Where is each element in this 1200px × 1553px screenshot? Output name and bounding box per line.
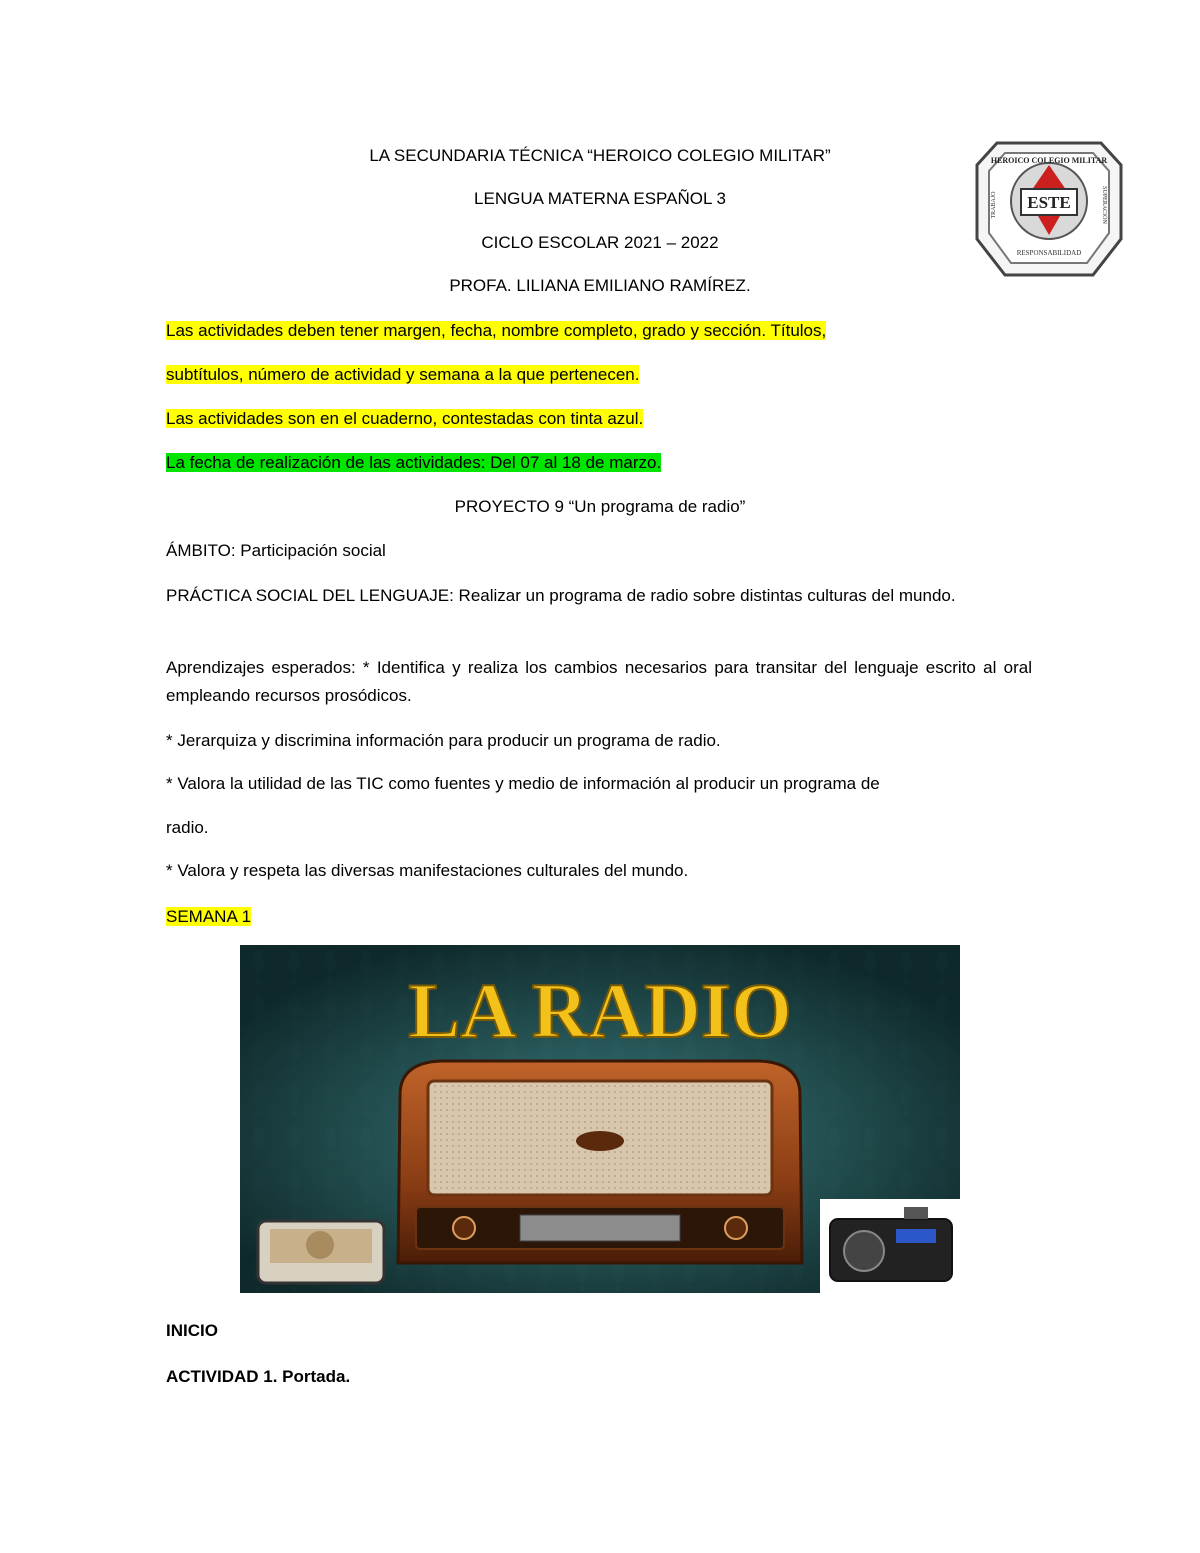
instruction-line-4: [166, 452, 661, 474]
logo-bottom-text: RESPONSABILIDAD: [1016, 249, 1082, 257]
school-logo: [975, 135, 1123, 281]
project-title: PROYECTO 9 “Un programa de radio”: [454, 497, 746, 516]
banner-title: LA RADIO: [408, 967, 792, 1054]
teacher-name: PROFA. LILIANA EMILIANO RAMÍREZ.: [449, 276, 751, 295]
school-name: LA SECUNDARIA TÉCNICA “HEROICO COLEGIO MILITAR”: [369, 146, 831, 165]
aprendizaje-item-2b: radio.: [166, 818, 209, 837]
aprendizaje-item-2a: * Valora la utilidad de las TIC como fuentes y medio de información al producir un programa de: [166, 774, 880, 793]
logo-top-text: HEROICO COLEGIO MILITAR: [990, 156, 1108, 165]
instruction-line-2: [166, 364, 639, 386]
instruction-text-4: La fecha de realización de las actividades: Del 07 al 18 de marzo.: [166, 453, 662, 472]
instruction-line-1: [166, 320, 826, 342]
instruction-text-3: Las actividades son en el cuaderno, contestadas con tinta azul.: [166, 409, 644, 428]
activity-heading: ACTIVIDAD 1. Portada.: [166, 1367, 351, 1386]
radio-banner-image: [240, 945, 960, 1293]
ambito: ÁMBITO: Participación social: [166, 541, 386, 560]
instruction-line-3: [166, 408, 643, 430]
instruction-text-1: Las actividades deben tener margen, fecha, nombre completo, grado y sección. Títulos,: [166, 321, 827, 340]
week-heading: [166, 906, 251, 928]
week-label: SEMANA 1: [166, 907, 252, 926]
logo-left-text: TRABAJO: [991, 191, 997, 219]
aprendizajes-esperados: Aprendizajes esperados: * Identifica y realiza los cambios necesarios para transitar del lenguaje escrito al oral empleando recursos prosódicos.: [166, 658, 1032, 705]
logo-center-text: ESTE: [1027, 193, 1071, 212]
inicio-heading: INICIO: [166, 1321, 218, 1340]
subject-name: LENGUA MATERNA ESPAÑOL 3: [474, 189, 726, 208]
logo-right-text: SUPERACIÓN: [1101, 186, 1107, 224]
aprendizaje-item-3: * Valora y respeta las diversas manifestaciones culturales del mundo.: [166, 861, 689, 880]
practica-social: PRÁCTICA SOCIAL DEL LENGUAJE: Realizar un programa de radio sobre distintas culturas del mundo.: [166, 586, 956, 605]
instruction-text-2: subtítulos, número de actividad y semana a la que pertenecen.: [166, 365, 640, 384]
aprendizaje-item-1: * Jerarquiza y discrimina información para producir un programa de radio.: [166, 731, 721, 750]
school-cycle: CICLO ESCOLAR 2021 – 2022: [481, 233, 719, 252]
